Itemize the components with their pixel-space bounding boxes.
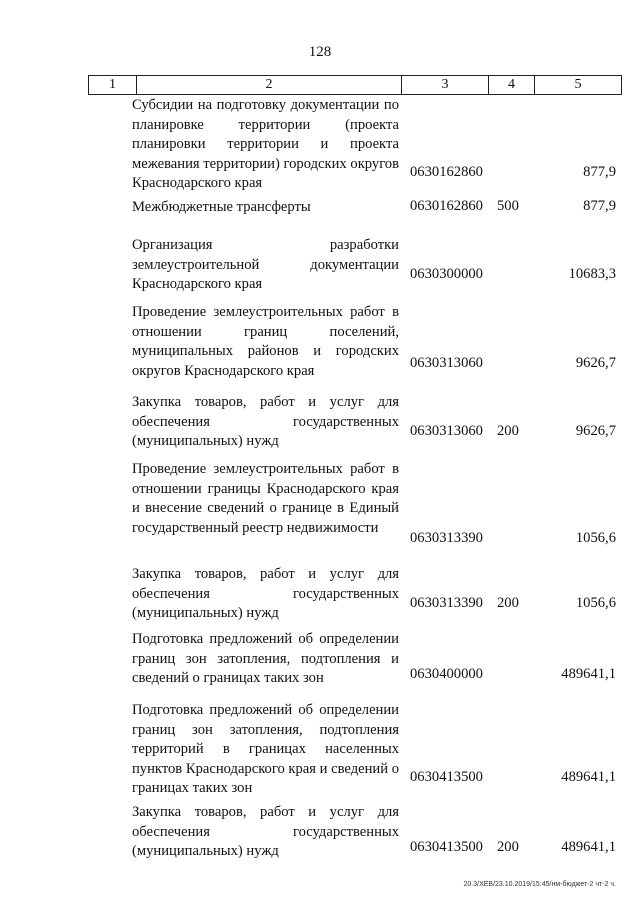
row-code: 0630313060 (410, 355, 483, 371)
row-sum: 1056,6 (575, 595, 616, 611)
row-sum: 1056,6 (575, 530, 616, 546)
row-name: Проведение землеустроительных работ в отношении границ поселений, муниципальных районов и городских округов Краснодарского края (132, 304, 399, 379)
row-vr: 200 (497, 423, 519, 439)
header-col-4: 4 (489, 76, 535, 95)
row-code: 0630162860 (410, 164, 483, 180)
row-code: 0630313060 (410, 423, 483, 439)
row-sum: 9626,7 (575, 423, 616, 439)
row-sum: 9626,7 (575, 355, 616, 371)
row-name: Субсидии на подготовку документации по планировке территории (проекта планировки территории и проекта межевания территории) городских округов Краснодарского края (132, 97, 399, 192)
row-sum: 489641,1 (561, 769, 616, 785)
row-name: Организация разработки землеустроительной документации Краснодарского края (132, 237, 399, 293)
header-col-5: 5 (535, 76, 622, 95)
row-code: 0630400000 (410, 666, 483, 682)
row-vr: 200 (497, 839, 519, 855)
row-sum: 877,9 (583, 198, 616, 214)
row-sum: 489641,1 (561, 839, 616, 855)
row-name: Подготовка предложений об определении границ зон затопления, подтопления и сведений о границах таких зон (132, 631, 399, 687)
row-name: Проведение землеустроительных работ в отношении границы Краснодарского края и внесение сведений о границе в Единый государственный реестр недвижимости (132, 461, 399, 536)
row-code: 0630300000 (410, 266, 483, 282)
row-vr: 500 (497, 198, 519, 214)
row-sum: 877,9 (583, 164, 616, 180)
row-code: 0630313390 (410, 530, 483, 546)
row-code: 0630313390 (410, 595, 483, 611)
row-name: Межбюджетные трансферты (132, 199, 311, 215)
header-col-1: 1 (89, 76, 137, 95)
row-sum: 489641,1 (561, 666, 616, 682)
row-vr: 200 (497, 595, 519, 611)
row-sum: 10683,3 (568, 266, 616, 282)
row-name: Закупка товаров, работ и услуг для обеспечения государственных (муниципальных) нужд (132, 804, 399, 860)
row-code: 0630413500 (410, 839, 483, 855)
row-code: 0630162860 (410, 198, 483, 214)
row-name: Закупка товаров, работ и услуг для обеспечения государственных (муниципальных) нужд (132, 566, 399, 622)
header-col-2: 2 (137, 76, 402, 95)
row-name: Закупка товаров, работ и услуг для обеспечения государственных (муниципальных) нужд (132, 394, 399, 450)
row-name: Подготовка предложений об определении границ зон затопления, подтопления территорий в границах населенных пунктов Краснодарского края и сведений о границах таких зон (132, 702, 399, 797)
row-code: 0630413500 (410, 769, 483, 785)
footer-note: 20.3/ХЕВ/23.10.2019/15:45/нм-бюджет-2 чт-2 ч. (463, 881, 616, 888)
page-number: 128 (308, 44, 332, 60)
header-col-3: 3 (402, 76, 489, 95)
